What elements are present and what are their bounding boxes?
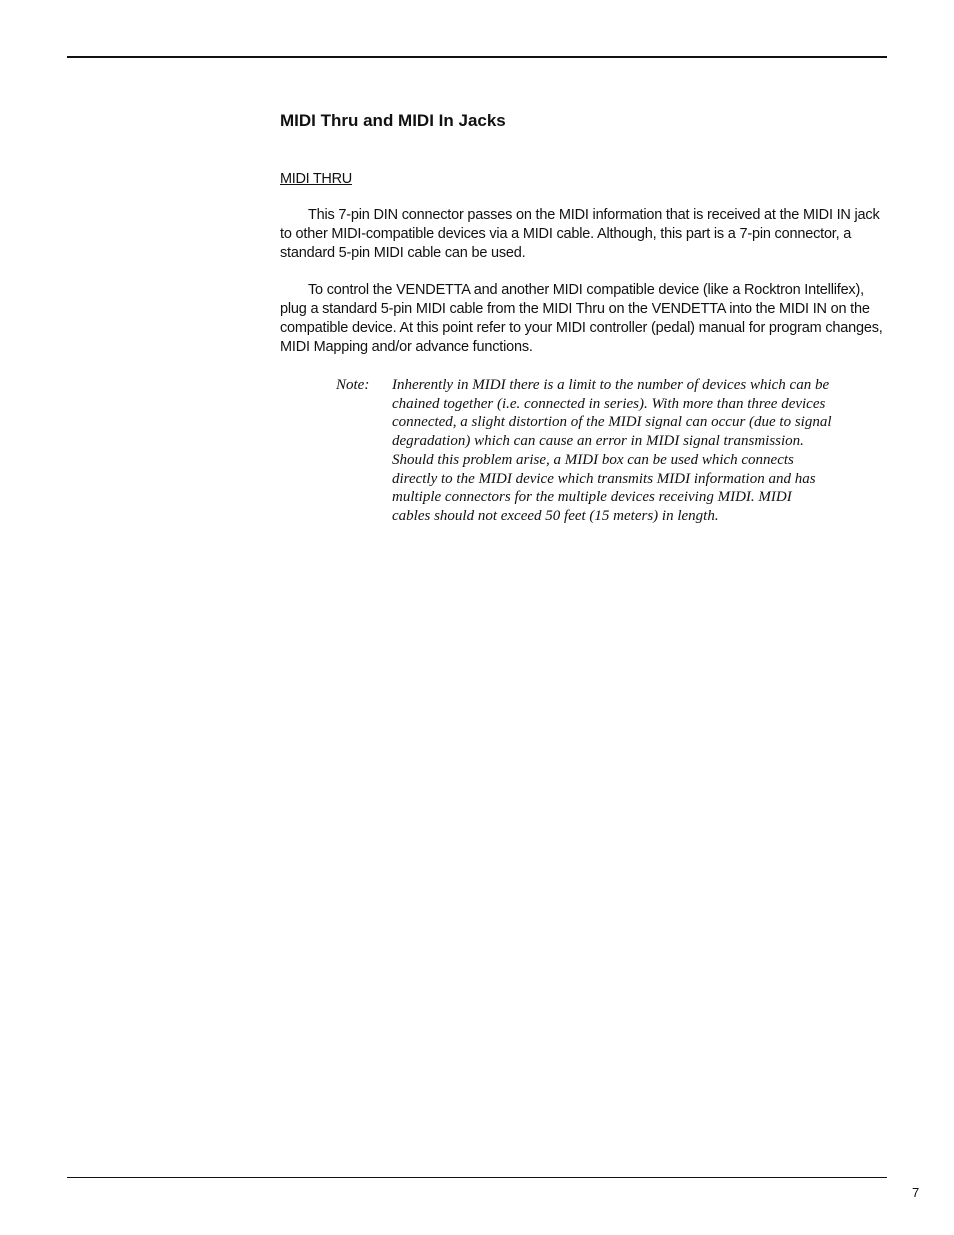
paragraph-1: This 7-pin DIN connector passes on the MIDI information that is received at the MIDI IN jack to other MIDI-compatible devices via a MIDI cable. Although, this part is a 7-pin connector, a standard 5-pin MIDI cable can be used. xyxy=(280,207,880,261)
paragraph-2: To control the VENDETTA and another MIDI compatible device (like a Rocktron Intellifex), plug a standard 5-pin MIDI cable from the MIDI Thru on the VENDETTA into the MIDI IN on the compatible device. At this point refer to your MIDI controller (pedal) manual for program changes, MIDI Mapping and/or advance functions. xyxy=(280,282,883,355)
footer-rule xyxy=(67,1177,887,1178)
note-text: Inherently in MIDI there is a limit to the number of devices which can be chained together (i.e. connected in series). With more than three devices connected, a slight distortion of the MIDI signal can occur (due to signal degradation) which can cause an error in MIDI signal transmission. Should this problem arise, a MIDI box can be used which connects directly to the MIDI device which transmits MIDI information and has multiple connectors for the multiple devices receiving MIDI. MIDI cables should not exceed 50 feet (15 meters) in length. xyxy=(392,377,832,524)
section-title: MIDI Thru and MIDI In Jacks xyxy=(280,111,506,130)
note-label: Note: xyxy=(336,377,370,393)
header-rule xyxy=(67,56,887,58)
subheading-midi-thru: MIDI THRU xyxy=(280,171,352,187)
page-number: 7 xyxy=(912,1185,920,1200)
